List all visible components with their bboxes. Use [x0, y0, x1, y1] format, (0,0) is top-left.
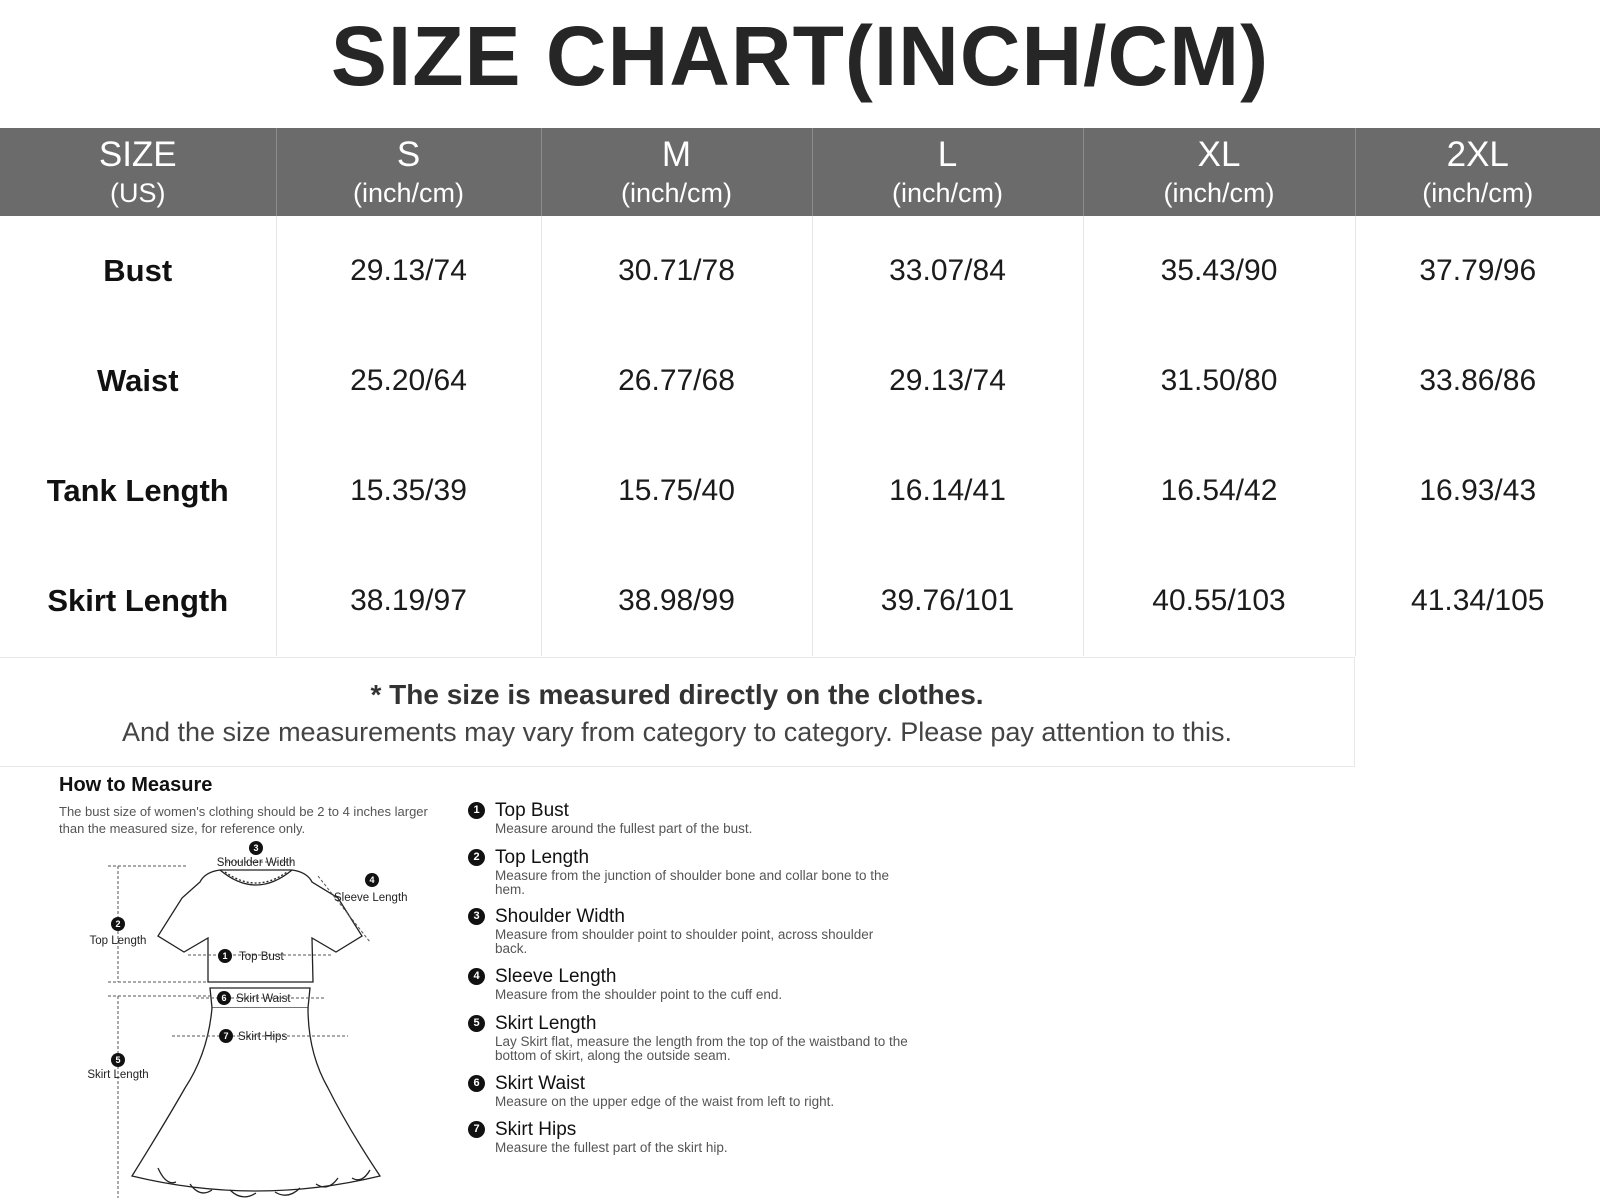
legend-title: Shoulder Width — [495, 906, 625, 927]
table-row — [0, 326, 1600, 436]
table-cell: 33.07/84 — [812, 216, 1083, 326]
table-cell: 15.35/39 — [276, 436, 541, 546]
list-item — [468, 906, 908, 966]
svg-text:4: 4 — [369, 875, 375, 885]
measurement-note — [0, 657, 1355, 767]
measure-legend — [468, 800, 908, 1165]
header-xl: XL (inch/cm) — [1083, 128, 1355, 216]
label-shoulder-width: Shoulder Width — [216, 857, 296, 869]
number-5-icon: 5 — [468, 1015, 485, 1032]
svg-text:6: 6 — [221, 993, 227, 1003]
label-top-bust: Top Bust — [239, 951, 284, 963]
label-skirt-length: Skirt Length — [87, 1069, 149, 1081]
table-cell: 41.34/105 — [1411, 584, 1545, 617]
page-title: SIZE CHART(INCH/CM) — [330, 9, 1270, 103]
table-cell: 16.54/42 — [1083, 436, 1355, 546]
number-6-icon: 6 — [468, 1075, 485, 1092]
list-item — [468, 847, 908, 906]
number-4-icon: 4 — [468, 968, 485, 985]
table-cell: 26.77/68 — [541, 326, 812, 436]
list-item — [468, 1073, 908, 1119]
row-label: Waist — [0, 326, 276, 436]
header-s: S (inch/cm) — [276, 128, 541, 216]
row-label: Skirt Length — [0, 546, 276, 656]
table-cell: 33.86/86 — [1419, 364, 1537, 397]
list-item — [468, 800, 908, 847]
legend-desc: Measure the fullest part of the skirt hip. — [495, 1140, 728, 1155]
table-cell: 25.20/64 — [276, 326, 541, 436]
label-top-length: Top Length — [89, 935, 147, 947]
label-skirt-waist: Skirt Waist — [236, 993, 291, 1005]
number-7-icon: 7 — [468, 1121, 485, 1138]
list-item — [468, 966, 908, 1013]
table-cell: 16.93/43 — [1419, 474, 1537, 507]
legend-title: Skirt Waist — [495, 1073, 586, 1094]
table-cell: 39.76/101 — [812, 546, 1083, 656]
how-to-measure-title: How to Measure — [59, 774, 213, 796]
row-label: Tank Length — [0, 436, 276, 546]
table-cell: 38.98/99 — [541, 546, 812, 656]
table-cell: 37.79/96 — [1419, 254, 1537, 287]
svg-text:7: 7 — [223, 1031, 229, 1041]
note-line-2: And the size measurements may vary from category to category. Please pay attention to this. — [121, 717, 1233, 747]
header-size: SIZE (US) — [0, 128, 276, 216]
legend-title: Top Length — [495, 847, 590, 868]
size-chart-table — [0, 128, 1600, 656]
legend-title: Skirt Hips — [495, 1119, 577, 1140]
svg-text:5: 5 — [115, 1055, 121, 1065]
number-2-icon: 2 — [468, 849, 485, 866]
legend-desc: Measure from shoulder point to shoulder point, across shoulder back. — [495, 927, 874, 956]
svg-text:3: 3 — [253, 843, 259, 853]
table-cell: 15.75/40 — [541, 436, 812, 546]
table-cell: 40.55/103 — [1083, 546, 1355, 656]
list-item — [468, 1013, 908, 1073]
number-1-icon: 1 — [468, 802, 485, 819]
note-line-1: * The size is measured directly on the clothes. — [370, 679, 984, 710]
svg-text:1: 1 — [222, 951, 228, 961]
list-item — [468, 1119, 908, 1165]
legend-desc: Measure around the fullest part of the bust. — [495, 821, 753, 836]
header-l: L (inch/cm) — [812, 128, 1083, 216]
table-cell: 35.43/90 — [1083, 216, 1355, 326]
table-cell: 29.13/74 — [276, 216, 541, 326]
table-header-row — [0, 128, 1600, 216]
row-label: Bust — [0, 216, 276, 326]
legend-desc: Measure from the shoulder point to the cuff end. — [495, 987, 783, 1002]
legend-title: Skirt Length — [495, 1013, 597, 1034]
table-cell: 30.71/78 — [541, 216, 812, 326]
table-cell: 29.13/74 — [812, 326, 1083, 436]
dress-measure-diagram — [70, 838, 430, 1203]
table-row — [0, 216, 1600, 326]
svg-text:2: 2 — [115, 919, 121, 929]
header-2xl: 2XL (inch/cm) — [1355, 128, 1600, 216]
table-cell: 38.19/97 — [276, 546, 541, 656]
legend-title: Top Bust — [495, 800, 569, 821]
table-row — [0, 546, 1600, 656]
table-row — [0, 436, 1600, 546]
table-cell: 16.14/41 — [812, 436, 1083, 546]
legend-desc: Measure from the junction of shoulder bone and collar bone to the hem. — [495, 868, 889, 897]
number-3-icon: 3 — [468, 908, 485, 925]
legend-desc: Lay Skirt flat, measure the length from the top of the waistband to the bottom of skirt, along the outside seam. — [495, 1034, 908, 1063]
table-cell: 31.50/80 — [1083, 326, 1355, 436]
dress-illustration — [70, 838, 430, 1198]
header-m: M (inch/cm) — [541, 128, 812, 216]
label-skirt-hips: Skirt Hips — [238, 1031, 288, 1043]
label-sleeve-length: Sleeve Length — [334, 892, 408, 904]
how-to-measure-description: The bust size of women's clothing should be 2 to 4 inches larger than the measured size, for reference only. — [59, 804, 428, 836]
legend-desc: Measure on the upper edge of the waist from left to right. — [495, 1094, 835, 1109]
legend-title: Sleeve Length — [495, 966, 617, 987]
